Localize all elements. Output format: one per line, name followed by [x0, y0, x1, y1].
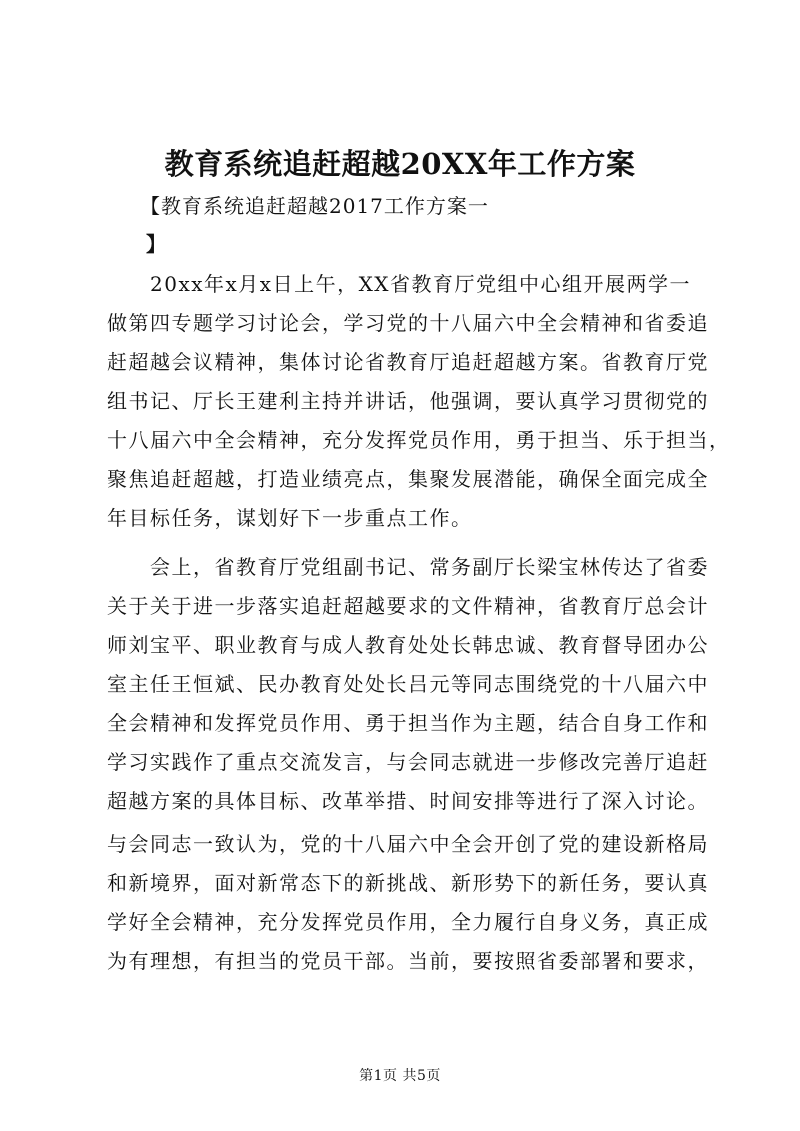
- paragraph-line: 全会精神和发挥党员作用、勇于担当作为主题，结合自身工作和: [107, 711, 709, 735]
- paragraph-line: 关于关于进一步落实追赶超越要求的文件精神，省教育厅总会计: [107, 594, 709, 618]
- paragraph-line: 与会同志一致认为，党的十八届六中全会开创了党的建设新格局: [107, 832, 709, 856]
- paragraph-line: 为有理想，有担当的党员干部。当前，要按照省委部署和要求，: [107, 949, 709, 973]
- paragraph-line: 超越方案的具体目标、改革举措、时间安排等进行了深入讨论。: [107, 789, 709, 813]
- paragraph-line: 和新境界，面对新常态下的新挑战、新形势下的新任务，要认真: [107, 871, 709, 895]
- document-subtitle-line-2: 】: [146, 232, 167, 256]
- paragraph-line: 做第四专题学习讨论会，学习党的十八届六中全会精神和省委追: [107, 311, 709, 335]
- page-number-footer: 第1页 共5页: [359, 1068, 441, 1084]
- paragraph-line: 20xx年x月x日上午，XX省教育厅党组中心组开展两学一: [150, 272, 692, 296]
- paragraph-line: 十八届六中全会精神，充分发挥党员作用，勇于担当、乐于担当，: [107, 428, 731, 452]
- paragraph-line: 师刘宝平、职业教育与成人教育处处长韩忠诚、教育督导团办公: [107, 633, 709, 657]
- paragraph-line: 赶超越会议精神，集体讨论省教育厅追赶超越方案。省教育厅党: [107, 350, 709, 374]
- paragraph-line: 年目标任务，谋划好下一步重点工作。: [107, 506, 473, 530]
- paragraph-line: 学好全会精神，充分发挥党员作用，全力履行自身义务，真正成: [107, 910, 709, 934]
- paragraph-line: 聚焦追赶超越，打造业绩亮点，集聚发展潜能，确保全面完成全: [107, 467, 709, 491]
- paragraph-line: 组书记、厅长王建利主持并讲话，他强调，要认真学习贯彻党的: [107, 389, 709, 413]
- paragraph-line: 学习实践作了重点交流发言，与会同志就进一步修改完善厅追赶: [107, 750, 709, 774]
- paragraph-line: 室主任王恒斌、民办教育处处长吕元等同志围绕党的十八届六中: [107, 672, 709, 696]
- paragraph-line: 会上，省教育厅党组副书记、常务副厅长梁宝林传达了省委: [150, 555, 709, 579]
- document-title: 教育系统追赶超越20XX年工作方案: [164, 147, 636, 181]
- document-subtitle-line-1: 【教育系统追赶超越2017工作方案一: [140, 194, 489, 218]
